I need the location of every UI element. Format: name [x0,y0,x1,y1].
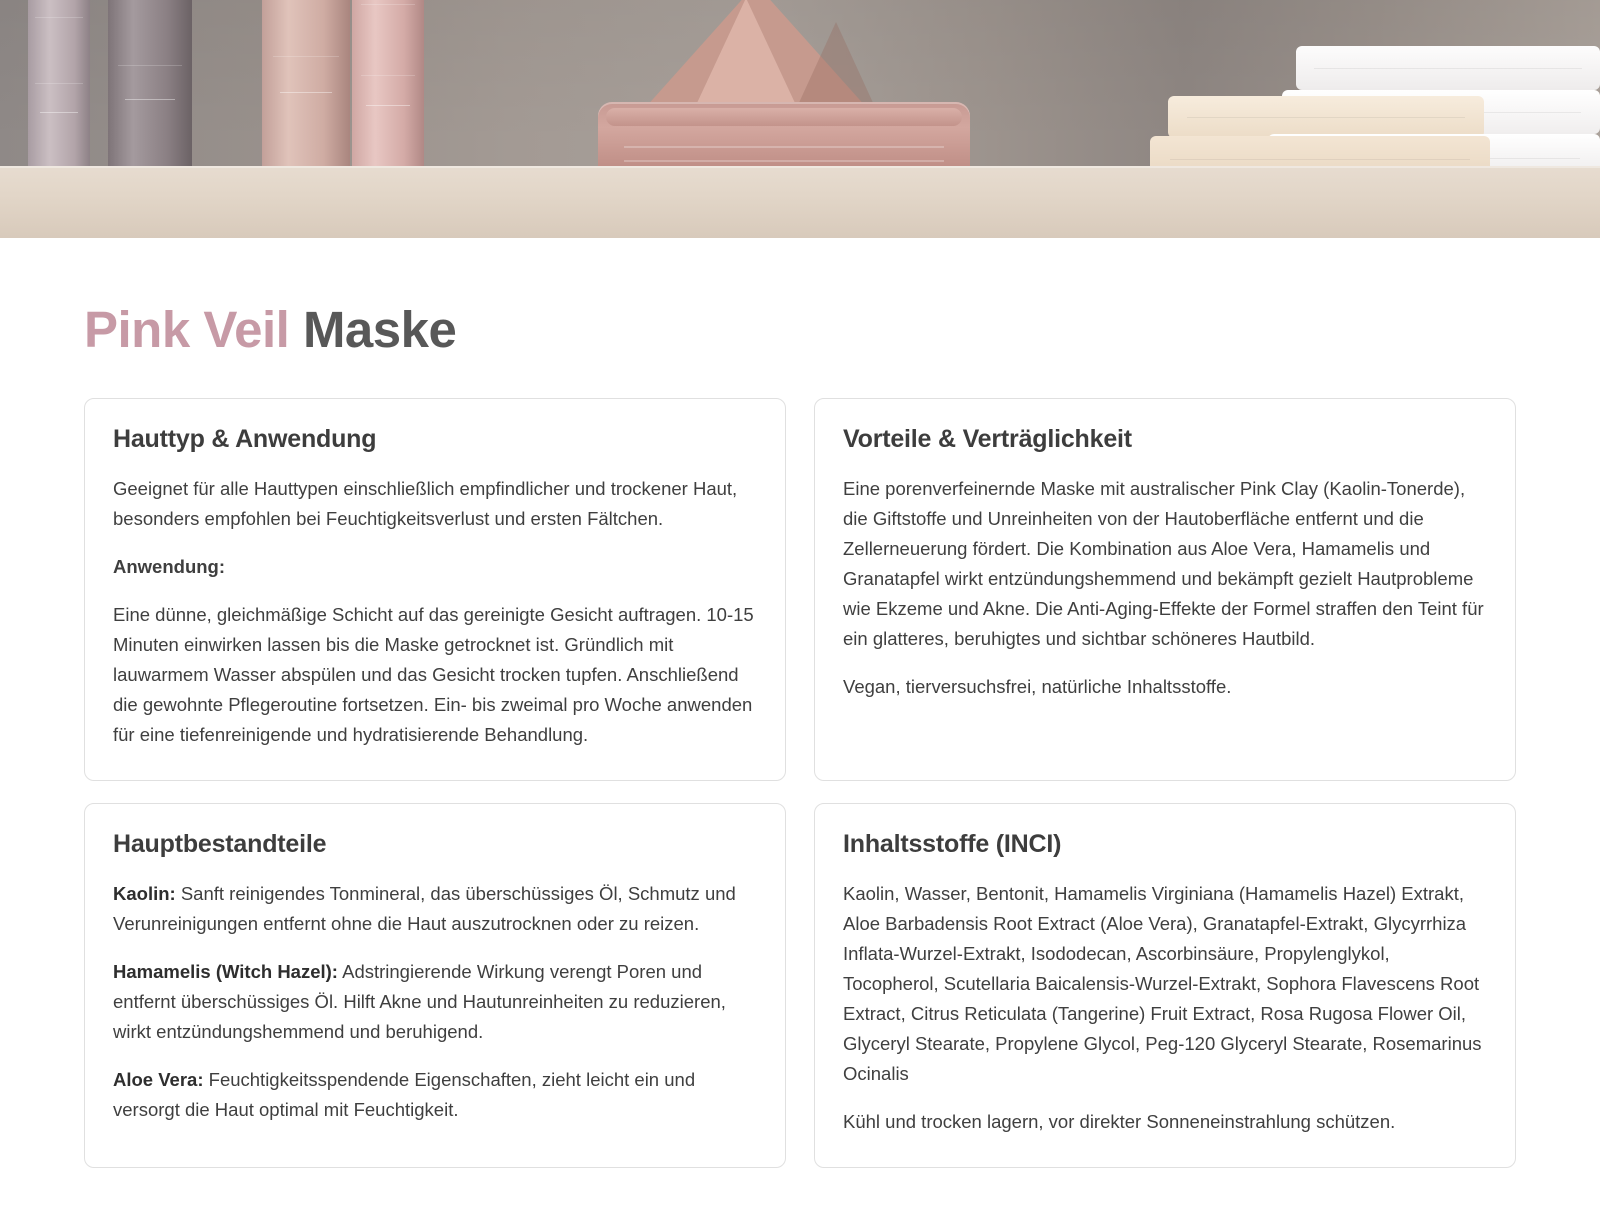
card-benefits-and-tolerance [814,398,1516,781]
card-heading: Hauttyp & Anwendung [113,425,377,454]
cosmetic-bottle [262,0,350,186]
benefits-body: Eine porenverfeinernde Maske mit australischer Pink Clay (Kaolin-Tonerde), die Giftstoffe und Unreinheiten von der Hautoberfläche entfernt und die Zellerneuerung fördert. Die Kombination aus Aloe Vera, Hamamelis und Granatapfel wirkt entzündungshemmend und bekämpft gezielt Hautprobleme wie Ekzeme und Akne. Die Anti-Aging-Effekte der Formel straffen den Teint für ein glatteres, beruhigtes und sichtbar schöneres Hautbild. [843,478,1484,649]
bottle-label [35,17,82,84]
card-inci-list [814,803,1516,1168]
towel-fold [1187,117,1465,118]
ingredient-item [113,957,757,1047]
bottle-label [118,0,182,66]
card-main-ingredients [84,803,786,1168]
cosmetic-bottle [108,0,192,186]
ingredient-item [113,879,757,939]
counter-surface [0,166,1600,238]
bottle-label [273,0,340,57]
ingredient-text: Feuchtigkeitsspendende Eigenschaften, zieht leicht ein und versorgt die Haut optimal mit Feuchtigkeit. [113,1068,696,1120]
bottle-line [40,112,77,113]
folded-towel [1296,46,1600,90]
card-heading: Hauptbestandteile [113,829,327,858]
cosmetic-bottle [28,0,90,186]
bottle-line [125,99,175,100]
ingredient-text: Sanft reinigendes Tonmineral, das überschüssiges Öl, Schmutz und Verunreinigungen entfernt ohne die Haut auszutrocknen oder zu reizen. [113,882,736,934]
usage-body: Eine dünne, gleichmäßige Schicht auf das gereinigte Gesicht auftragen. 10-15 Minuten einwirken lassen bis die Maske getrocknet ist. Gründlich mit lauwarmem Wasser abspülen und das Gesicht trocken tupfen. Anschließend die gewohnte Pflegeroutine fortsetzen. Ein- bis zweimal pro Woche anwenden für eine tiefenreinigende und hydratisierende Behandlung. [113,604,754,745]
jar-rim [606,108,962,126]
ingredient-name: Aloe Vera: [113,1068,204,1090]
jar-ring [624,160,944,162]
clay-powder-highlight [690,0,802,118]
skin-type-intro: Geeignet für alle Hauttypen einschließlich empfindlicher und trockener Haut, besonders empfohlen bei Feuchtigkeitsverlust und ersten Fältchen. [113,478,738,530]
ingredient-name: Hamamelis (Witch Hazel): [113,960,338,982]
towel-fold [1314,68,1582,69]
cosmetic-bottle [352,0,424,186]
hero-image [0,0,1600,238]
card-skin-type-and-usage [84,398,786,781]
page-title [84,302,1516,358]
towel-fold [1170,159,1469,160]
storage-note: Kühl und trocken lagern, vor direkter Sonneneinstrahlung schützen. [843,1110,1396,1132]
page-title-brand: Pink Veil [84,301,290,358]
bottle-label [361,4,416,76]
page-title-rest: Maske [289,301,457,358]
card-heading: Inhaltsstoffe (INCI) [843,829,1062,858]
folded-towel [1168,96,1484,138]
bottle-line [366,105,409,106]
info-card-grid [84,398,1516,1228]
ingredient-text: Adstringierende Wirkung verengt Poren und entfernt überschüssiges Öl. Hilft Akne und Hautunreinheiten zu reduzieren, wirkt entzündungshemmend und beruhigend. [113,960,726,1042]
ingredient-name: Kaolin: [113,882,176,904]
inci-list: Kaolin, Wasser, Bentonit, Hamamelis Virginiana (Hamamelis Hazel) Extrakt, Aloe Barbadensis Root Extract (Aloe Vera), Granatapfel-Extrakt, Glycyrrhiza Inflata-Wurzel-Extrakt, Isododecan, Ascorbinsäure, Propylenglykol, Tocopherol, Scutellaria Baicalensis-Wurzel-Extrakt, Sophora Flavescens Root Extract, Citrus Reticulata (Tangerine) Fruit Extract, Rosa Rugosa Flower Oil, Glyceryl Stearate, Propylene Glycol, Peg-120 Glyceryl Stearate, Rosemarinus Ocinalis [843,882,1482,1084]
bottle-line [280,92,333,93]
card-heading: Vorteile & Verträglichkeit [843,425,1132,454]
usage-subheading: Anwendung: [113,556,226,578]
ingredient-item [113,1065,757,1125]
content-area [0,302,1600,1228]
jar-ring [624,146,944,148]
benefits-note: Vegan, tierversuchsfrei, natürliche Inhaltsstoffe. [843,675,1232,697]
